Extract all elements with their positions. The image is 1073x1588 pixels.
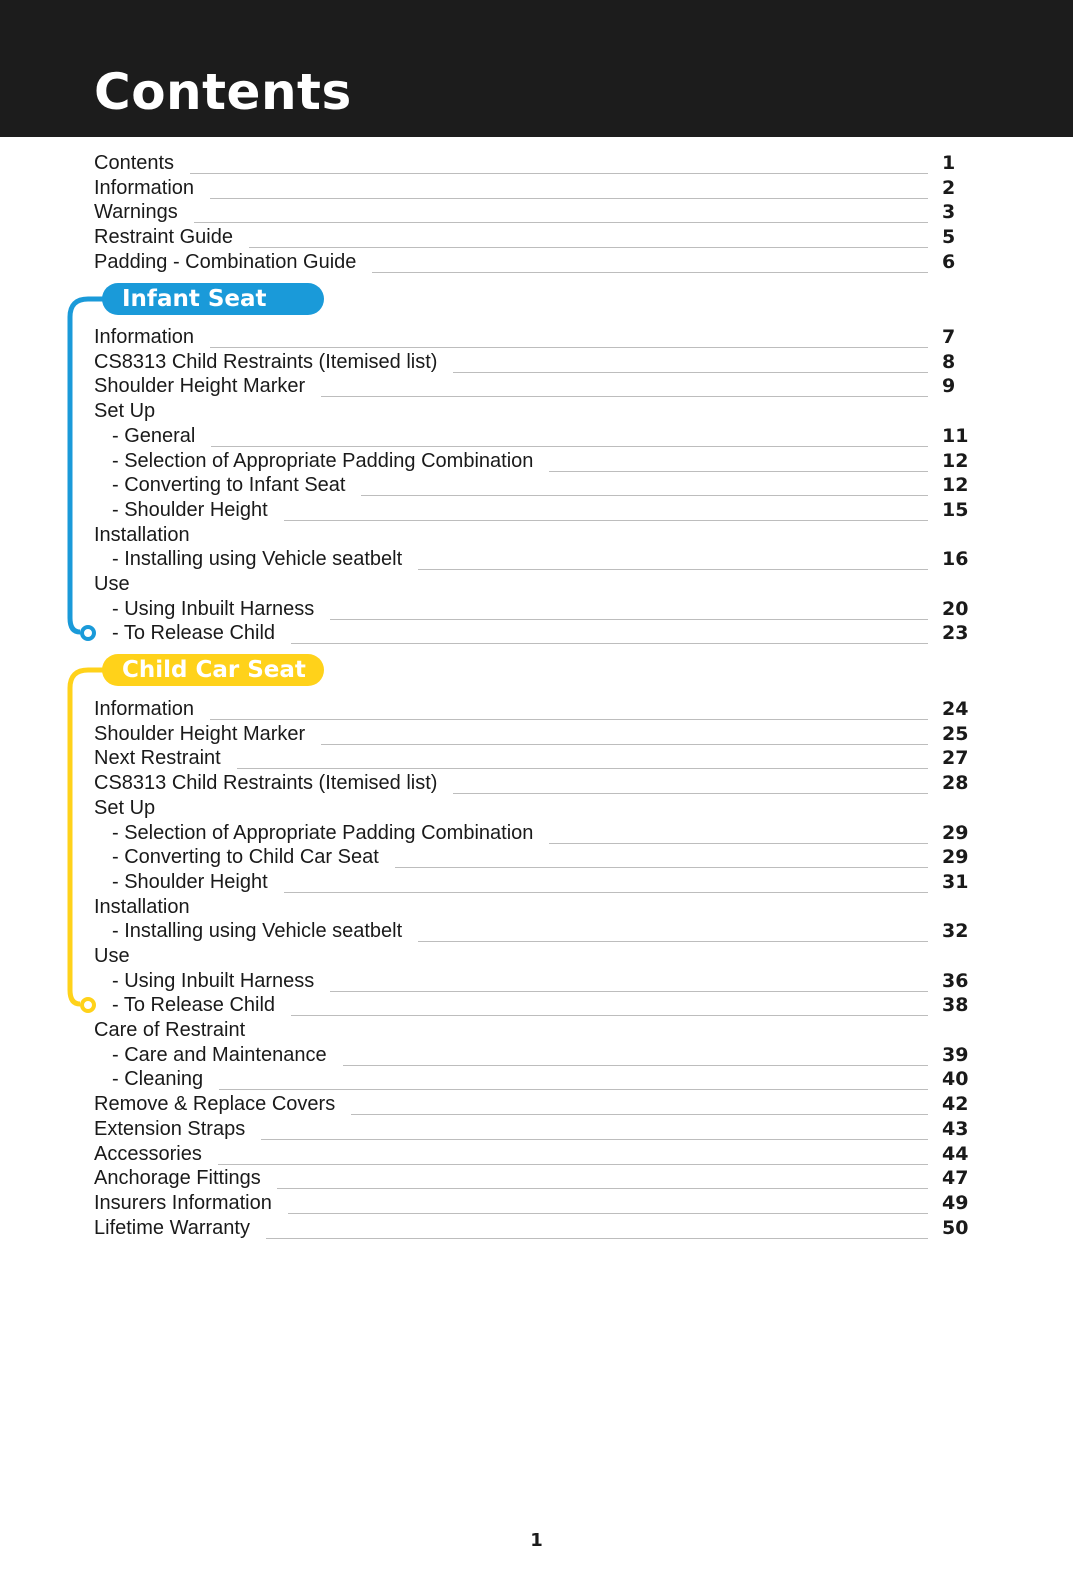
toc-leader-line [372,272,928,273]
toc-page-number: 12 [942,474,969,496]
toc-entry-label: CS8313 Child Restraints (Itemised list) [94,351,438,373]
toc-entry-label: Restraint Guide [94,226,233,248]
toc-entry-label: Remove & Replace Covers [94,1093,336,1115]
toc-entry-label: Anchorage Fittings [94,1167,261,1189]
toc-leader-line [219,1089,928,1090]
toc-row[interactable] [94,473,970,498]
toc-entry-label: Shoulder Height Marker [94,375,306,397]
page-title: Contents [94,63,352,121]
toc-row[interactable] [94,424,970,449]
toc-leader-line [361,495,928,496]
footer-page-number: 1 [530,1530,543,1551]
toc-leader-line [330,619,928,620]
toc-entry-label: - General [112,425,196,447]
toc-row[interactable] [94,1043,970,1068]
toc-page-number: 50 [942,1217,969,1239]
toc-row[interactable] [94,547,970,572]
toc-row[interactable] [94,1092,970,1117]
toc-leader-line [418,941,928,942]
toc-page-number: 12 [942,450,969,472]
toc-page-number: 39 [942,1044,969,1066]
toc-row[interactable] [94,498,970,523]
toc-entry-label: CS8313 Child Restraints (Itemised list) [94,772,438,794]
toc-row[interactable] [94,1216,970,1241]
toc-entry-label: Use [94,945,130,967]
toc-entry-label: Use [94,573,130,595]
toc-leader-line [277,1188,928,1189]
toc-entry-label: - Using Inbuilt Harness [112,598,315,620]
toc-entry-label: Padding - Combination Guide [94,251,357,273]
toc-entry-label: - Selection of Appropriate Padding Combination [112,450,534,472]
toc-entry-label: Information [94,698,195,720]
toc-page-number: 11 [942,425,969,447]
toc-page-number: 16 [942,548,969,570]
toc-page-number: 15 [942,499,969,521]
toc-leader-line [291,1015,928,1016]
toc-entry-label: - To Release Child [112,994,276,1016]
toc-row[interactable] [94,722,970,747]
toc-row[interactable] [94,523,970,548]
toc-leader-line [343,1065,928,1066]
toc-row[interactable] [94,225,970,250]
toc-leader-line [351,1114,928,1115]
toc-page-number: 2 [942,177,956,199]
toc-page-number: 6 [942,251,956,273]
toc-leader-line [284,520,928,521]
toc-entry-label: - Shoulder Height [112,499,268,521]
toc-page-number: 24 [942,698,969,720]
toc-page-number: 31 [942,871,969,893]
toc-leader-line [210,719,928,720]
toc-row[interactable] [94,449,970,474]
toc-row[interactable] [94,746,970,771]
child-car-seat-badge: Child Car Seat [102,654,324,686]
toc-row[interactable] [94,176,970,201]
toc-row[interactable] [94,1166,970,1191]
toc-page-number: 28 [942,772,969,794]
toc-row[interactable] [94,969,970,994]
toc-leader-line [211,446,928,447]
toc-entry-label: Set Up [94,400,156,422]
infant-seat-badge: Infant Seat [102,283,324,315]
toc-page-number: 1 [942,152,956,174]
toc-page-number: 20 [942,598,969,620]
toc-entry-label: Lifetime Warranty [94,1217,250,1239]
toc-row[interactable] [94,895,970,920]
toc-entry-label: - Selection of Appropriate Padding Combination [112,822,534,844]
toc-entry-label: Next Restraint [94,747,221,769]
toc-leader-line [549,843,928,844]
toc-page-number: 40 [942,1068,969,1090]
toc-leader-line [549,471,928,472]
toc-row[interactable] [94,572,970,597]
toc-entry-label: Installation [94,524,190,546]
toc-row[interactable] [94,796,970,821]
toc-row[interactable] [94,374,970,399]
toc-entry-label: Installation [94,896,190,918]
toc-page-number: 8 [942,351,956,373]
toc-row[interactable] [94,1117,970,1142]
toc-page-number: 25 [942,723,969,745]
toc-page-number: 27 [942,747,969,769]
toc-entry-label: Care of Restraint [94,1019,246,1041]
toc-leader-line [418,569,928,570]
toc-row[interactable] [94,350,970,375]
toc-row[interactable] [94,597,970,622]
toc-row[interactable] [94,325,970,350]
toc-page-number: 32 [942,920,969,942]
toc-leader-line [210,198,928,199]
toc-row[interactable] [94,870,970,895]
infant-bracket-dot [82,627,94,639]
toc-page-number: 49 [942,1192,969,1214]
toc-entry-label: Extension Straps [94,1118,246,1140]
toc-leader-line [194,222,928,223]
toc-page-number: 38 [942,994,969,1016]
toc-row[interactable] [94,200,970,225]
toc-page-number: 9 [942,375,956,397]
toc-leader-line [321,396,928,397]
toc-row[interactable] [94,919,970,944]
toc-entry-label: Shoulder Height Marker [94,723,306,745]
toc-entry-label: Information [94,326,195,348]
toc-row[interactable] [94,1142,970,1167]
toc-entry-label: - Converting to Child Car Seat [112,846,379,868]
toc-row[interactable] [94,1018,970,1043]
toc-row[interactable] [94,621,970,646]
toc-page-number: 29 [942,846,969,868]
toc-row[interactable] [94,399,970,424]
toc-row[interactable] [94,944,970,969]
toc-page-number: 36 [942,970,969,992]
toc-entry-label: - Installing using Vehicle seatbelt [112,920,403,942]
toc-row[interactable] [94,1191,970,1216]
toc-leader-line [218,1164,928,1165]
toc-row[interactable] [94,151,970,176]
toc-page-number: 5 [942,226,956,248]
toc-entry-label: - To Release Child [112,622,276,644]
toc-page-number: 44 [942,1143,969,1165]
toc-page-number: 29 [942,822,969,844]
toc-leader-line [284,892,928,893]
child-bracket-dot [82,999,94,1011]
toc-leader-line [321,744,928,745]
toc-entry-label: Set Up [94,797,156,819]
toc-leader-line [210,347,928,348]
toc-entry-label: Information [94,177,195,199]
toc-page-number: 23 [942,622,969,644]
toc-leader-line [453,372,928,373]
toc-page-number: 3 [942,201,956,223]
toc-leader-line [261,1139,928,1140]
toc-leader-line [190,173,928,174]
toc-row[interactable] [94,771,970,796]
toc-entry-label: Warnings [94,201,178,223]
toc-row[interactable] [94,697,970,722]
toc-leader-line [291,643,928,644]
toc-leader-line [237,768,928,769]
toc-entry-label: - Installing using Vehicle seatbelt [112,548,403,570]
toc-row[interactable] [94,821,970,846]
toc-entry-label: Contents [94,152,175,174]
toc-entry-label: Insurers Information [94,1192,272,1214]
toc-row[interactable] [94,250,970,275]
toc-page-number: 43 [942,1118,969,1140]
toc-entry-label: - Cleaning [112,1068,204,1090]
toc-leader-line [249,247,928,248]
toc-row[interactable] [94,1067,970,1092]
toc-row[interactable] [94,845,970,870]
toc-page-number: 42 [942,1093,969,1115]
toc-leader-line [453,793,928,794]
toc-page-number: 7 [942,326,956,348]
toc-entry-label: - Shoulder Height [112,871,268,893]
toc-entry-label: Accessories [94,1143,202,1165]
toc-page-number: 47 [942,1167,969,1189]
toc-leader-line [288,1213,928,1214]
toc-entry-label: - Using Inbuilt Harness [112,970,315,992]
toc-leader-line [330,991,928,992]
toc-entry-label: - Care and Maintenance [112,1044,327,1066]
toc-leader-line [395,867,928,868]
toc-row[interactable] [94,993,970,1018]
toc-entry-label: - Converting to Infant Seat [112,474,346,496]
toc-leader-line [266,1238,928,1239]
